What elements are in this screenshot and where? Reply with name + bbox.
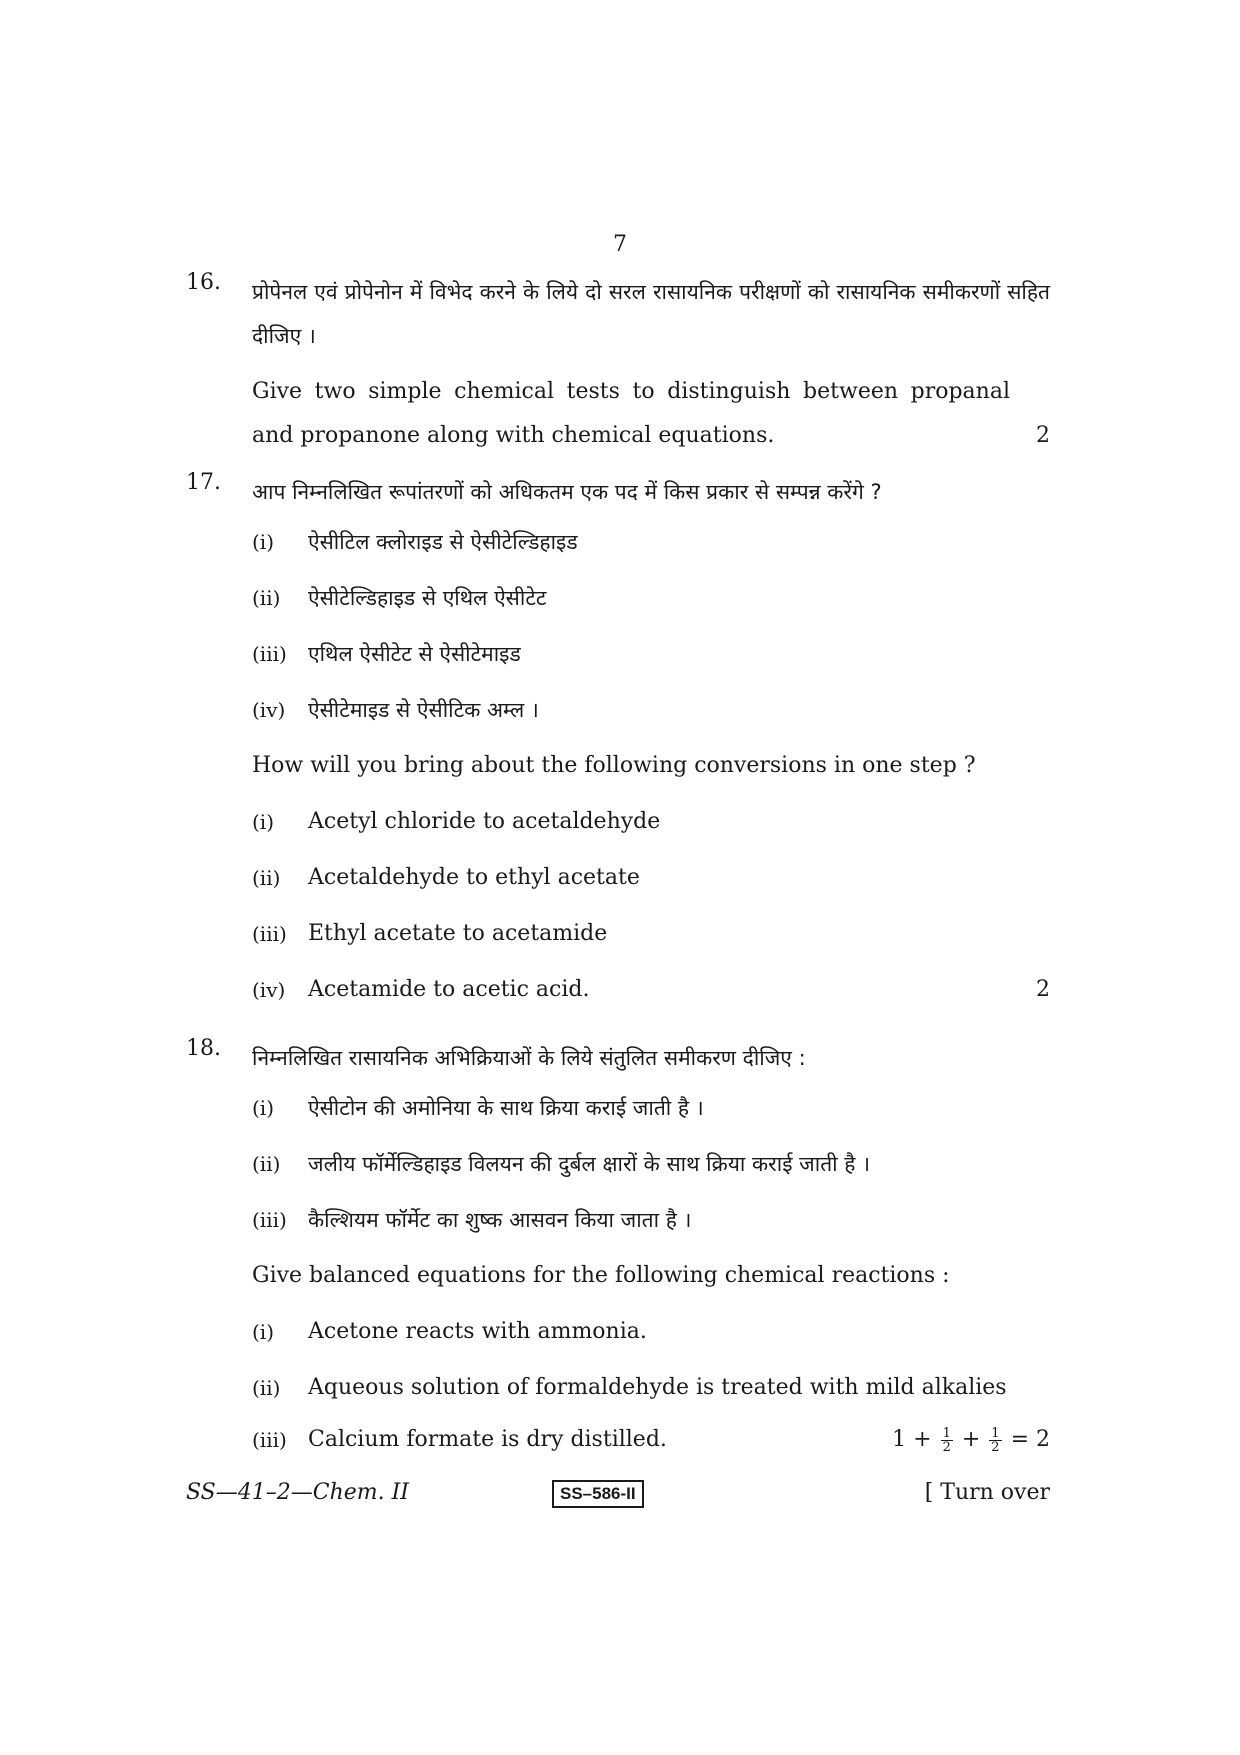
fraction-denominator: 2 <box>991 1439 1000 1455</box>
item-numeral: (i) <box>252 530 275 554</box>
item-numeral: (i) <box>252 810 275 834</box>
list-item <box>252 906 1050 962</box>
item-numeral: (i) <box>252 1096 275 1120</box>
item-text: Aqueous solution of formaldehyde is treated with mild alkalies <box>308 1375 1007 1400</box>
item-numeral: (iv) <box>252 978 286 1002</box>
item-text: Ethyl acetate to acetamide <box>308 921 608 946</box>
marks-plus: + <box>913 1427 932 1452</box>
item-numeral: (iii) <box>252 1208 287 1232</box>
item-text: Calcium formate is dry distilled. <box>308 1427 667 1452</box>
item-text: ऐसीटेमाइड से ऐसीटिक अम्ल । <box>308 698 539 722</box>
item-numeral: (ii) <box>252 586 281 610</box>
marks-total: = 2 <box>1010 1427 1050 1452</box>
fraction-numerator: 1 <box>991 1425 1000 1441</box>
marks-plus: + <box>961 1427 981 1452</box>
item-numeral: (iii) <box>252 922 287 946</box>
list-item <box>252 570 1050 626</box>
question-number: 16. <box>186 270 221 295</box>
list-item <box>252 1136 1050 1192</box>
item-numeral: (iv) <box>252 698 286 722</box>
list-item <box>252 1192 1050 1248</box>
page-number: 7 <box>613 232 627 257</box>
fraction-numerator: 1 <box>942 1425 951 1441</box>
item-numeral: (iii) <box>252 1428 287 1452</box>
list-item <box>252 626 1050 682</box>
paper-number-box: SS–586-II <box>552 1480 644 1508</box>
turn-over-note: [ Turn over <box>924 1480 1050 1505</box>
item-text: एथिल ऐसीटेट से ऐसीटेमाइड <box>308 642 521 666</box>
marks-fraction <box>941 1427 953 1454</box>
item-numeral: (ii) <box>252 1376 281 1400</box>
question-hindi-text: आप निम्नलिखित रूपांतरणों को अधिकतम एक पद में किस प्रकार से सम्पन्न करेंगे ? <box>252 480 882 504</box>
question-marks: 2 <box>1036 423 1050 448</box>
item-text: Acetamide to acetic acid. <box>308 977 590 1002</box>
question-english-text: Give two simple chemical tests to distinguish between propanal and propanone along with chemical equations. <box>252 379 1010 448</box>
fraction-denominator: 2 <box>942 1439 951 1455</box>
item-numeral: (ii) <box>252 1152 281 1176</box>
list-item <box>252 1416 1050 1464</box>
list-item <box>252 1080 1050 1136</box>
item-text: कैल्शियम फॉर्मेट का शुष्क आसवन किया जाता है । <box>308 1208 692 1232</box>
question-17 <box>186 470 1050 1018</box>
question-number: 17. <box>186 470 221 495</box>
item-text: ऐसीटिल क्लोराइड से ऐसीटेल्डिहाइड <box>308 530 578 554</box>
list-item <box>252 682 1050 738</box>
question-number: 18. <box>186 1036 221 1061</box>
list-item <box>252 514 1050 570</box>
item-text: ऐसीटोन की अमोनिया के साथ क्रिया कराई जाती है । <box>308 1096 704 1120</box>
question-marks: 2 <box>1036 977 1050 1002</box>
question-english-text: Give balanced equations for the following chemical reactions : <box>252 1263 950 1288</box>
item-numeral: (i) <box>252 1320 275 1344</box>
paper-code: SS—41–2—Chem. II <box>186 1480 409 1505</box>
list-item <box>252 962 1050 1018</box>
question-16 <box>186 270 1050 458</box>
item-text: Acetyl chloride to acetaldehyde <box>308 809 661 834</box>
page-footer <box>186 1480 1050 1510</box>
item-text: Acetone reacts with ammonia. <box>308 1319 647 1344</box>
list-item <box>252 1360 1050 1416</box>
list-item <box>252 850 1050 906</box>
marks-whole: 1 <box>892 1427 907 1452</box>
item-numeral: (iii) <box>252 642 287 666</box>
question-english-text: How will you bring about the following conversions in one step ? <box>252 753 976 778</box>
question-marks <box>892 1416 1050 1464</box>
item-numeral: (ii) <box>252 866 281 890</box>
marks-fraction <box>989 1427 1001 1454</box>
item-text: Acetaldehyde to ethyl acetate <box>308 865 640 890</box>
list-item <box>252 1304 1050 1360</box>
question-18 <box>186 1036 1050 1464</box>
item-text: जलीय फॉर्मेल्डिहाइड विलयन की दुर्बल क्षारों के साथ क्रिया कराई जाती है । <box>308 1152 871 1176</box>
item-text: ऐसीटेल्डिहाइड से एथिल ऐसीटेट <box>308 586 547 610</box>
question-hindi-text: प्रोपेनल एवं प्रोपेनोन में विभेद करने के लिये दो सरल रासायनिक परीक्षणों को रासायनिक समीकरणों सहित दीजिए । <box>252 280 1050 348</box>
list-item <box>252 794 1050 850</box>
question-hindi-text: निम्नलिखित रासायनिक अभिक्रियाओं के लिये संतुलित समीकरण दीजिए : <box>252 1046 806 1070</box>
